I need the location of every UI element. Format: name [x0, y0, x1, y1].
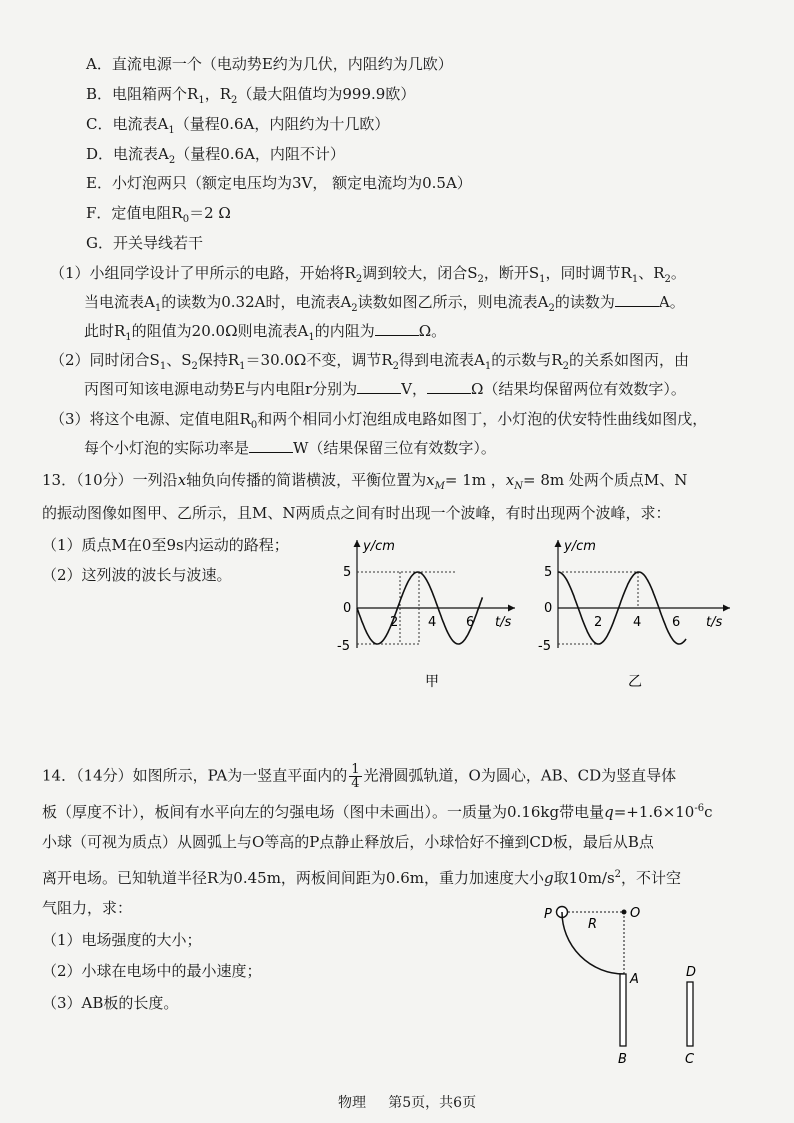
q12-part3-line2: 每个小灯泡的实际功率是 W（结果保留三位有效数字）。: [84, 439, 496, 457]
answer-blank[interactable]: [615, 292, 659, 307]
q12-part3-line1: （3）将这个电源、定值电阻$R_0$和两个相同小灯泡组成电路如图丁，小灯泡的伏安特性曲线如图戊，: [50, 410, 708, 431]
fraction: $\frac{1}{4}$: [351, 762, 360, 791]
ytick-0: 0: [343, 601, 352, 616]
plate-cd: [687, 982, 693, 1046]
q14-line4: 离开电场。已知轨道半径R为0.45m，两板间间距为0.6m，重力加速度大小g取$10m/s^2$，不计空: [42, 869, 682, 887]
graph-caption: 甲: [425, 674, 439, 690]
ytick-0: 0: [544, 601, 553, 616]
q14-sub3: （3）AB板的长度。: [42, 994, 179, 1012]
label-d: D: [686, 965, 697, 980]
option-c: C．电流表$A_1$（量程0.6A，内阻约为十几欧）: [86, 115, 390, 136]
xtick-6: 6: [672, 615, 681, 630]
option-d: D．电流表$A_2$（量程0.6A，内阻不计）: [86, 145, 345, 166]
q12-part1-line1: （1）小组同学设计了甲所示的电路，开始将$R_2$调到较大，闭合$S_2$，断开$S_1$，同时调节$R_1$、$R_2$。: [50, 264, 686, 285]
option-f: F．定值电阻$R_0=2$ Ω: [86, 204, 231, 225]
graph-jia: [325, 530, 525, 700]
label-c: C: [685, 1052, 695, 1067]
footer: 物理 第5页，共6页: [338, 1095, 477, 1111]
plate-ab: [620, 974, 626, 1046]
option-b: B．电阻箱两个$R_1$，$R_2$（最大阻值均为999.9欧）: [86, 85, 416, 106]
xtick-4: 4: [633, 615, 642, 630]
x-label: t/s: [706, 615, 723, 630]
q14-sub2: （2）小球在电场中的最小速度；: [42, 962, 262, 980]
q12-part1-line2: 当电流表$A_1$的读数为0.32A时，电流表$A_2$读数如图乙所示，则电流表$A_2$的读数为 A。: [84, 293, 685, 314]
ytick-neg5: -5: [337, 639, 350, 654]
ytick-neg5: -5: [538, 639, 551, 654]
label-o: O: [630, 906, 641, 921]
q14-line2: 板（厚度不计），板间有水平向左的匀强电场（图中未画出）。一质量为0.16kg带电量$q=+1.6\times 10^{-6}c$: [42, 803, 713, 821]
option-g: G．开关导线若干: [86, 234, 203, 252]
graph-caption: 乙: [628, 674, 642, 690]
label-p: P: [544, 907, 552, 922]
graph-yi: [520, 530, 740, 700]
option-e: E．小灯泡两只（额定电压均为3V， 额定电流均为0.5A）: [86, 174, 472, 192]
label-a: A: [630, 972, 639, 987]
q13-sub1: （1）质点M在0至9s内运动的路程；: [42, 536, 289, 554]
y-label: y/cm: [564, 539, 596, 554]
q13-line1: 13．（10分）一列沿x轴负向传播的简谐横波，平衡位置为$x_M= 1m$ ，$x_N= 8m$ 处两个质点M、N: [42, 471, 688, 492]
answer-blank[interactable]: [375, 321, 419, 336]
option-a: A．直流电源一个（电动势E约为几伏，内阻约为几欧）: [86, 55, 453, 73]
q12-part2-line1: （2）同时闭合$S_1$、$S_2$保持$R_1=30.0\Omega$不变，调节$R_2$得到电流表$A_1$的示数与$R_2$的关系如图丙，由: [50, 351, 689, 372]
q14-sub1: （1）电场强度的大小；: [42, 931, 202, 949]
xtick-4: 4: [428, 615, 437, 630]
arc-track-figure: [540, 895, 730, 1075]
answer-blank[interactable]: [427, 379, 471, 394]
q12-part2-line2: 丙图可知该电源电动势E与内电阻r分别为 V， Ω（结果均保留两位有效数字）。: [84, 380, 686, 398]
ytick-5: 5: [343, 565, 352, 580]
x-label: t/s: [495, 615, 512, 630]
q13-line2: 的振动图像如图甲、乙所示，且M、N两质点之间有时出现一个波峰，有时出现两个波峰，求：: [42, 504, 671, 522]
label-b: B: [618, 1052, 627, 1067]
ytick-5: 5: [544, 565, 553, 580]
y-label: y/cm: [363, 539, 395, 554]
answer-blank[interactable]: [357, 379, 401, 394]
q13-sub2: （2）这列波的波长与波速。: [42, 566, 232, 584]
q14-line1: 14．（14分）如图所示，PA为一竖直平面内的 $\frac{1}{4}$ 光滑圆弧轨道，O为圆心，AB、CD为竖直导体: [42, 762, 677, 791]
answer-blank[interactable]: [249, 438, 293, 453]
label-r: R: [588, 917, 598, 932]
q14-line5: 气阻力，求：: [42, 899, 133, 917]
xtick-2: 2: [594, 615, 603, 630]
q12-part1-line3: 此时$R_1$的阻值为20.0Ω则电流表$A_1$的内阻为 Ω。: [84, 322, 447, 343]
q14-line3: 小球（可视为质点）从圆弧上与O等高的P点静止释放后，小球恰好不撞到CD板，最后从B点: [42, 833, 654, 851]
xtick-2: 2: [390, 615, 399, 630]
xtick-6: 6: [466, 615, 475, 630]
